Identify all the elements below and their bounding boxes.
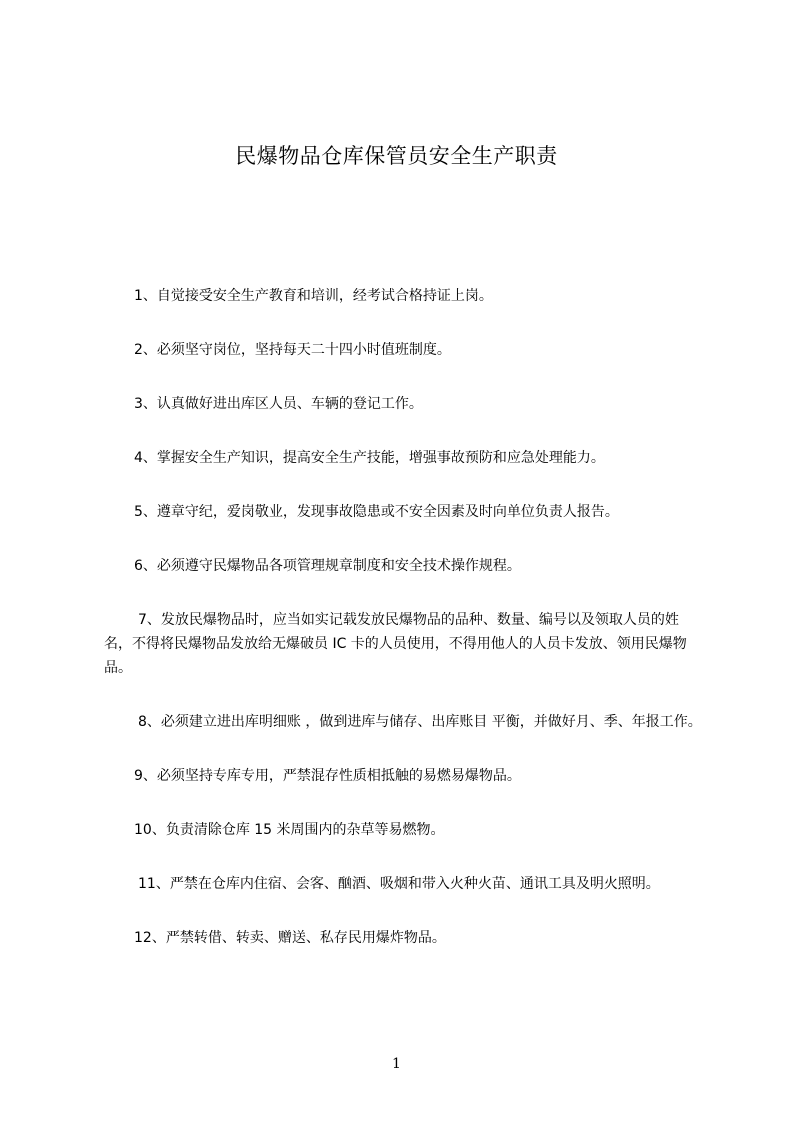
document-title: 民爆物品仓库保管员安全生产职责	[235, 144, 558, 168]
duty-item-3: 3、认真做好进出库区人员、车辆的登记工作。	[134, 396, 423, 412]
duty-item-10: 10、负责清除仓库 15 米周围内的杂草等易燃物。	[134, 822, 445, 838]
duty-item-5: 5、遵章守纪，爱岗敬业，发现事故隐患或不安全因素及时向单位负责人报告。	[134, 504, 619, 520]
document-body	[104, 284, 704, 980]
duty-item-11: 11、严禁在仓库内住宿、会客、酗酒、吸烟和带入火种火苗、通讯工具及明火照明。	[138, 876, 660, 892]
duty-item-2: 2、必须坚守岗位，坚持每天二十四小时值班制度。	[134, 342, 451, 358]
duty-item-9: 9、必须坚持专库专用，严禁混存性质相抵触的易燃易爆物品。	[134, 768, 521, 784]
duty-item-7: 7、发放民爆物品时，应当如实记载发放民爆物品的品种、数量、编号以及领取人员的姓名，不得将民爆物品发放给无爆破员 IC 卡的人员使用，不得用他人的人员卡发放、领用民爆物品。	[104, 612, 687, 676]
duty-item-12: 12、严禁转借、转卖、赠送、私存民用爆炸物品。	[134, 930, 446, 946]
duty-item-1: 1、自觉接受安全生产教育和培训，经考试合格持证上岗。	[134, 288, 493, 304]
duty-item-6: 6、必须遵守民爆物品各项管理规章制度和安全技术操作规程。	[134, 558, 521, 574]
duty-item-8: 8、必须建立进出库明细账 ，做到进库与储存、出库账目 平衡，并做好月、季、年报工作。	[138, 714, 702, 730]
page-number: 1	[392, 1056, 401, 1072]
duty-item-4: 4、掌握安全生产知识，提高安全生产技能，增强事故预防和应急处理能力。	[134, 450, 605, 466]
